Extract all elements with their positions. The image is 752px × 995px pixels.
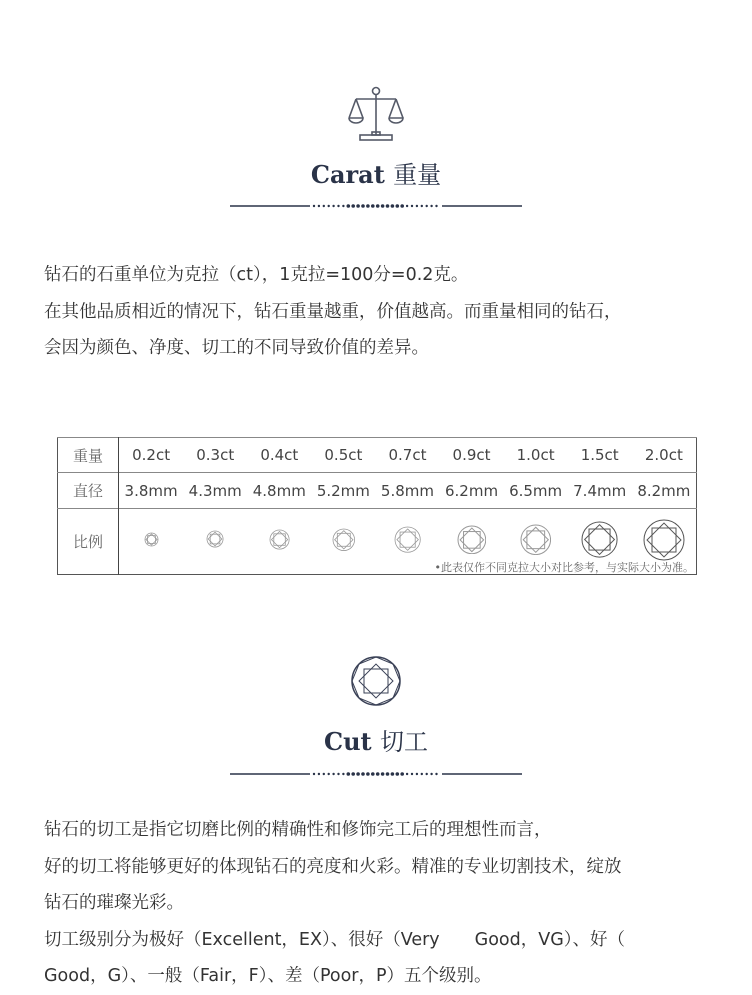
diamond-size-icon (457, 525, 487, 555)
divider-dot (337, 205, 339, 207)
weight-cell: 1.5ct (568, 438, 632, 473)
diameter-cell: 3.8mm (119, 473, 184, 509)
divider-dot (386, 204, 390, 208)
diamond-size-icon (581, 521, 618, 558)
divider-dot (381, 204, 385, 208)
diamond-size-cell (183, 509, 247, 575)
divider-dot (396, 772, 400, 776)
divider-dot (430, 205, 432, 207)
divider-dot (347, 772, 351, 776)
diameter-cell: 5.2mm (311, 473, 375, 509)
divider-dot (318, 773, 320, 775)
diameter-cell: 5.8mm (375, 473, 439, 509)
diamond-size-cell (311, 509, 375, 575)
divider-dot (318, 205, 320, 207)
divider-dot (371, 204, 375, 208)
divider-dot (328, 773, 330, 775)
divider-dot (332, 205, 334, 207)
divider-dot (342, 773, 344, 775)
diamond-size-cell (247, 509, 311, 575)
diamond-size-icon (394, 526, 421, 553)
divider-dot (430, 773, 432, 775)
divider-dot (406, 205, 408, 207)
divider-dot (386, 772, 390, 776)
divider-dot (376, 772, 380, 776)
weight-cell: 0.4ct (247, 438, 311, 473)
diamond-size-icon (206, 530, 224, 548)
divider-dot (411, 205, 413, 207)
diamond-size-icon (643, 519, 685, 561)
divider-dot (342, 205, 344, 207)
round-diamond-icon (0, 655, 752, 711)
divider-dot (421, 205, 423, 207)
divider-dot (351, 204, 355, 208)
diameter-cell: 7.4mm (568, 473, 632, 509)
divider (230, 770, 522, 778)
weight-cell: 0.2ct (119, 438, 184, 473)
diamond-size-icon (332, 528, 356, 552)
divider-dot (416, 773, 418, 775)
diameter-cell: 4.8mm (247, 473, 311, 509)
divider-dot (356, 204, 360, 208)
divider-dot (396, 204, 400, 208)
diamond-size-icon (269, 529, 290, 550)
balance-scale-icon (0, 85, 752, 149)
carat-title: Carat 重量 (310, 160, 442, 189)
diamond-size-icon (144, 532, 159, 547)
divider-dot (356, 772, 360, 776)
divider-dot (313, 773, 315, 775)
weight-cell: 1.0ct (504, 438, 568, 473)
row-label-weight: 重量 (58, 438, 119, 473)
divider-dot (406, 773, 408, 775)
weight-cell: 0.5ct (311, 438, 375, 473)
weight-cell: 2.0ct (632, 438, 697, 473)
diameter-cell: 6.2mm (440, 473, 504, 509)
divider-dot (366, 772, 370, 776)
diamond-size-icon (520, 524, 552, 556)
divider-dot (313, 205, 315, 207)
divider-dot (332, 773, 334, 775)
divider-dot (426, 205, 428, 207)
row-label-diameter: 直径 (58, 473, 119, 509)
divider-dot (337, 773, 339, 775)
weight-cell: 0.3ct (183, 438, 247, 473)
divider-dot (426, 773, 428, 775)
diameter-cell: 6.5mm (504, 473, 568, 509)
diamond-size-cell (375, 509, 439, 575)
divider-dot (347, 204, 351, 208)
divider-dot (400, 772, 404, 776)
cut-description: 钻石的切工是指它切磨比例的精确性和修饰完工后的理想性而言， 好的切工将能够更好的体现钻石的亮度和火彩。精准的专业切割技术，绽放 钻石的璀璨光彩。 切工级别分为极好（Excellent，EX）、很好（Very Good，VG）、好（ Good，G）、一般（Fair，F）、差（Poor，P）五个级别。 (44, 820, 626, 986)
divider-dot (435, 205, 437, 207)
carat-description: 钻石的石重单位为克拉（ct），1克拉=100分=0.2克。 在其他品质相近的情况下，钻石重量越重，价值越高。而重量相同的钻石， 会因为颜色、净度、切工的不同导致价值的差异。 (44, 265, 622, 358)
divider-dot (351, 772, 355, 776)
divider (230, 202, 522, 210)
diamond-size-cell (119, 509, 184, 575)
divider-dot (328, 205, 330, 207)
cut-title: Cut 切工 (324, 727, 428, 756)
row-label-proportion: 比例 (58, 509, 119, 575)
table-note: •此表仅作不同克拉大小对比参考，与实际大小为准。 (434, 561, 694, 574)
divider-dot (376, 204, 380, 208)
divider-dot (366, 204, 370, 208)
carat-size-table (57, 437, 697, 575)
divider-dot (400, 204, 404, 208)
weight-cell: 0.7ct (375, 438, 439, 473)
divider-dot (416, 205, 418, 207)
divider-dot (361, 772, 365, 776)
weight-cell: 0.9ct (440, 438, 504, 473)
diameter-cell: 8.2mm (632, 473, 697, 509)
divider-dot (421, 773, 423, 775)
divider-dot (411, 773, 413, 775)
divider-dot (371, 772, 375, 776)
divider-dot (435, 773, 437, 775)
diameter-cell: 4.3mm (183, 473, 247, 509)
divider-dot (391, 204, 395, 208)
divider-dot (381, 772, 385, 776)
divider-dot (361, 204, 365, 208)
divider-dot (391, 772, 395, 776)
divider-dot (323, 773, 325, 775)
divider-dot (323, 205, 325, 207)
